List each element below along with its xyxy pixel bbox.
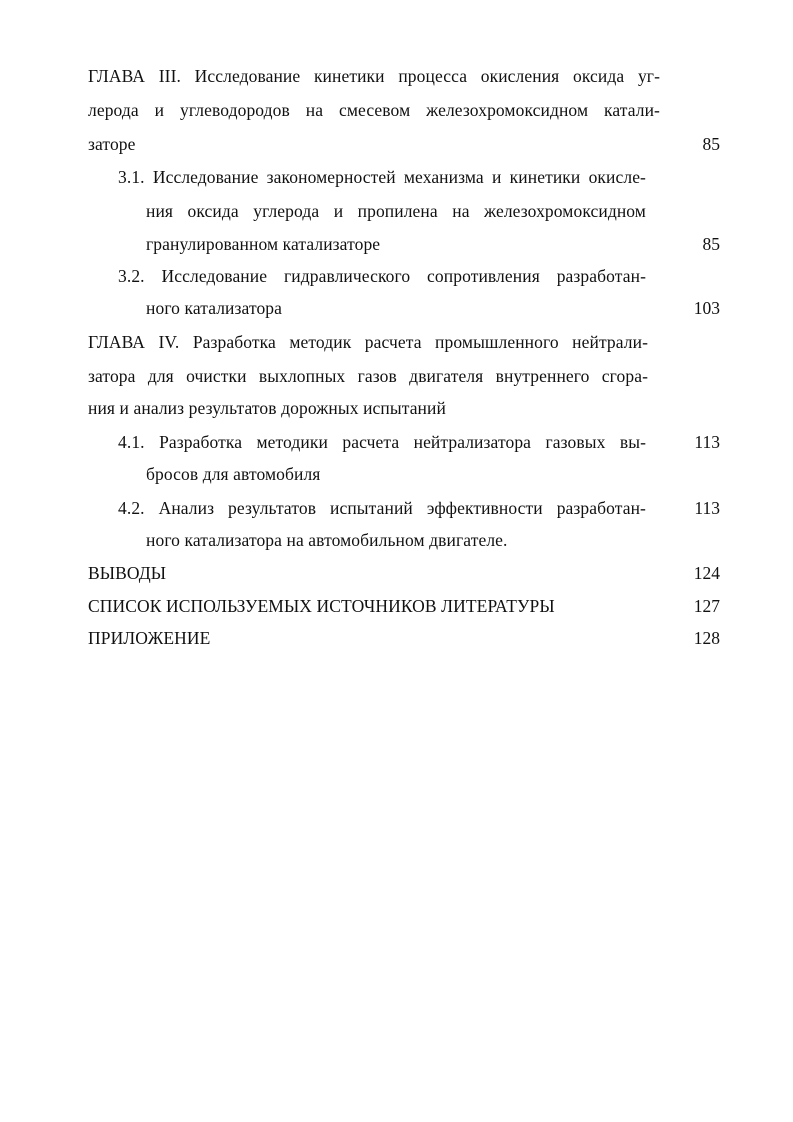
toc-chapter-4-line-3: ния и анализ результатов дорожных испытаний [88,398,446,418]
toc-section-4-1-line-1: 4.1. Разработка методики расчета нейтрализатора газовых вы- [118,432,646,452]
toc-section-4-2-line-2: ного катализатора на автомобильном двигателе. [146,530,508,550]
toc-conclusions-label: ВЫВОДЫ [88,563,167,583]
toc-conclusions-page: 124 [693,563,720,583]
toc-chapter-4-line-2: затора для очистки выхлопных газов двигателя внутреннего сгора- [88,366,648,386]
toc-section-3-1-line-1: 3.1. Исследование закономерностей механизма и кинетики окисле- [118,167,646,187]
toc-section-3-2-page: 103 [693,298,720,318]
toc-section-4-1-line-2: бросов для автомобиля [146,464,321,484]
toc-chapter-3-page: 85 [702,134,720,154]
toc-chapter-4-line-1: ГЛАВА IV. Разработка методик расчета промышленного нейтрали- [88,332,648,352]
toc-references-label: СПИСОК ИСПОЛЬЗУЕМЫХ ИСТОЧНИКОВ ЛИТЕРАТУРЫ [88,596,555,616]
toc-section-4-2-line-1: 4.2. Анализ результатов испытаний эффективности разработан- [118,498,646,518]
toc-section-3-2-line-2: ного катализатора [146,298,283,318]
toc-references-page: 127 [693,596,720,616]
toc-section-3-2-line-1: 3.2. Исследование гидравлического сопротивления разработан- [118,266,646,286]
toc-section-3-1-line-2: ния оксида углерода и пропилена на железохромоксидном [146,201,646,221]
toc-chapter-3-line-3: заторе [88,134,136,154]
toc-section-4-1-page: 113 [694,432,720,452]
toc-chapter-3-line-2: лерода и углеводородов на смесевом железохромоксидном катали- [88,100,660,120]
toc-appendix-page: 128 [693,628,720,648]
toc-section-4-2-page: 113 [694,498,720,518]
toc-section-3-1-line-3: гранулированном катализаторе [146,234,381,254]
toc-section-3-1-page: 85 [702,234,720,254]
toc-appendix-label: ПРИЛОЖЕНИЕ [88,628,211,648]
toc-chapter-3-line-1: ГЛАВА III. Исследование кинетики процесса окисления оксида уг- [88,66,660,86]
